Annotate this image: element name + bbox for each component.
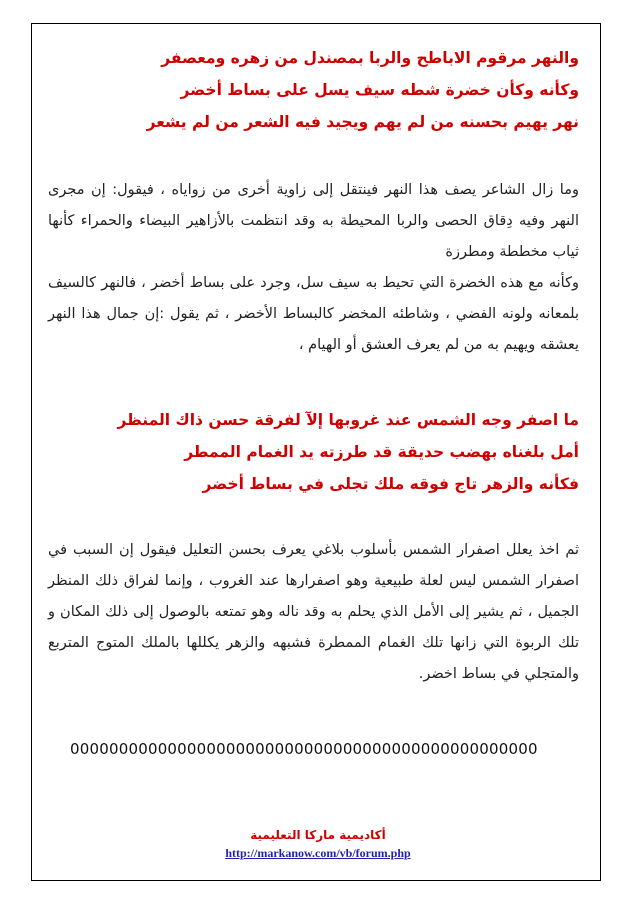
verse-line: فكأنه والزهر تاج فوقه ملك تجلى في بساط أخضر: [202, 475, 579, 493]
verse-line: وكأنه وكأن خضرة شطه سيف يسل على بساط أخضر: [180, 81, 579, 99]
verse-line: ما اصفر وجه الشمس عند غروبها إلآ لفرقة حسن ذاك المنظر: [117, 411, 579, 429]
verse-block-1: [48, 42, 579, 138]
verse-line: نهر يهيم بحسنه من لم يهم ويجيد فيه الشعر من لم يشعر: [146, 113, 579, 131]
verse-block-2: [48, 404, 579, 500]
footer: [0, 826, 636, 862]
footer-link[interactable]: http://markanow.com/vb/forum.php: [225, 846, 411, 860]
paragraph-text: وما زال الشاعر يصف هذا النهر فينتقل إلى زاوية أخرى من زواياه ، فيقول: إن مجرى النهر وفيه دِقاق الحصى والربا المحيطة به وقد انتظمت بالأزاهير البيضاء والحمراء كأنها ثياب مخططة ومطرزة: [48, 182, 579, 260]
paragraph-text: ثم اخذ يعلل اصفرار الشمس بأسلوب بلاغي يعرف بحسن التعليل فيقول إن السبب في اصفرار الشمس ليس لعلة طبيعية وهو اصفرارها عند الغروب ، وإنما لفراق ذلك المنظر الجميل ، ثم يشير إلى الأمل الذي يحلم به وقد ناله وهو تمتعه بالوصول إلى ذلك المكان و تلك الربوة التي زانها تلك الغمام الممطرة فشبهه والزهر يكللها بالملك المتوج المتربع والمتجلي في بساط اخضر.: [48, 542, 579, 682]
paragraph-2: [48, 535, 579, 690]
paragraph-1: [48, 175, 579, 361]
paragraph-text: وكأنه مع هذه الخضرة التي تحيط به سيف سل، وجرد على بساط أخضر ، فالنهر كالسيف بلمعانه ولونه الفضي ، وشاطئه المخضر كالبساط الأخضر ، ثم يقول :إن جمال هذا النهر يعشقه ويهيم به من لم يعرف العشق أو الهيام ،: [48, 275, 579, 353]
zeros-separator: 000000000000000000000000000000000000000000000000: [70, 740, 538, 758]
verse-line: والنهر مرقوم الاباطح والربا بمصندل من زهره ومعصفر: [161, 49, 579, 67]
footer-academy-name: أكاديمية ماركا التعليمية: [250, 828, 386, 842]
verse-line: أمل بلغناه بهضب حديقة قد طرزته يد الغمام الممطر: [184, 443, 579, 461]
